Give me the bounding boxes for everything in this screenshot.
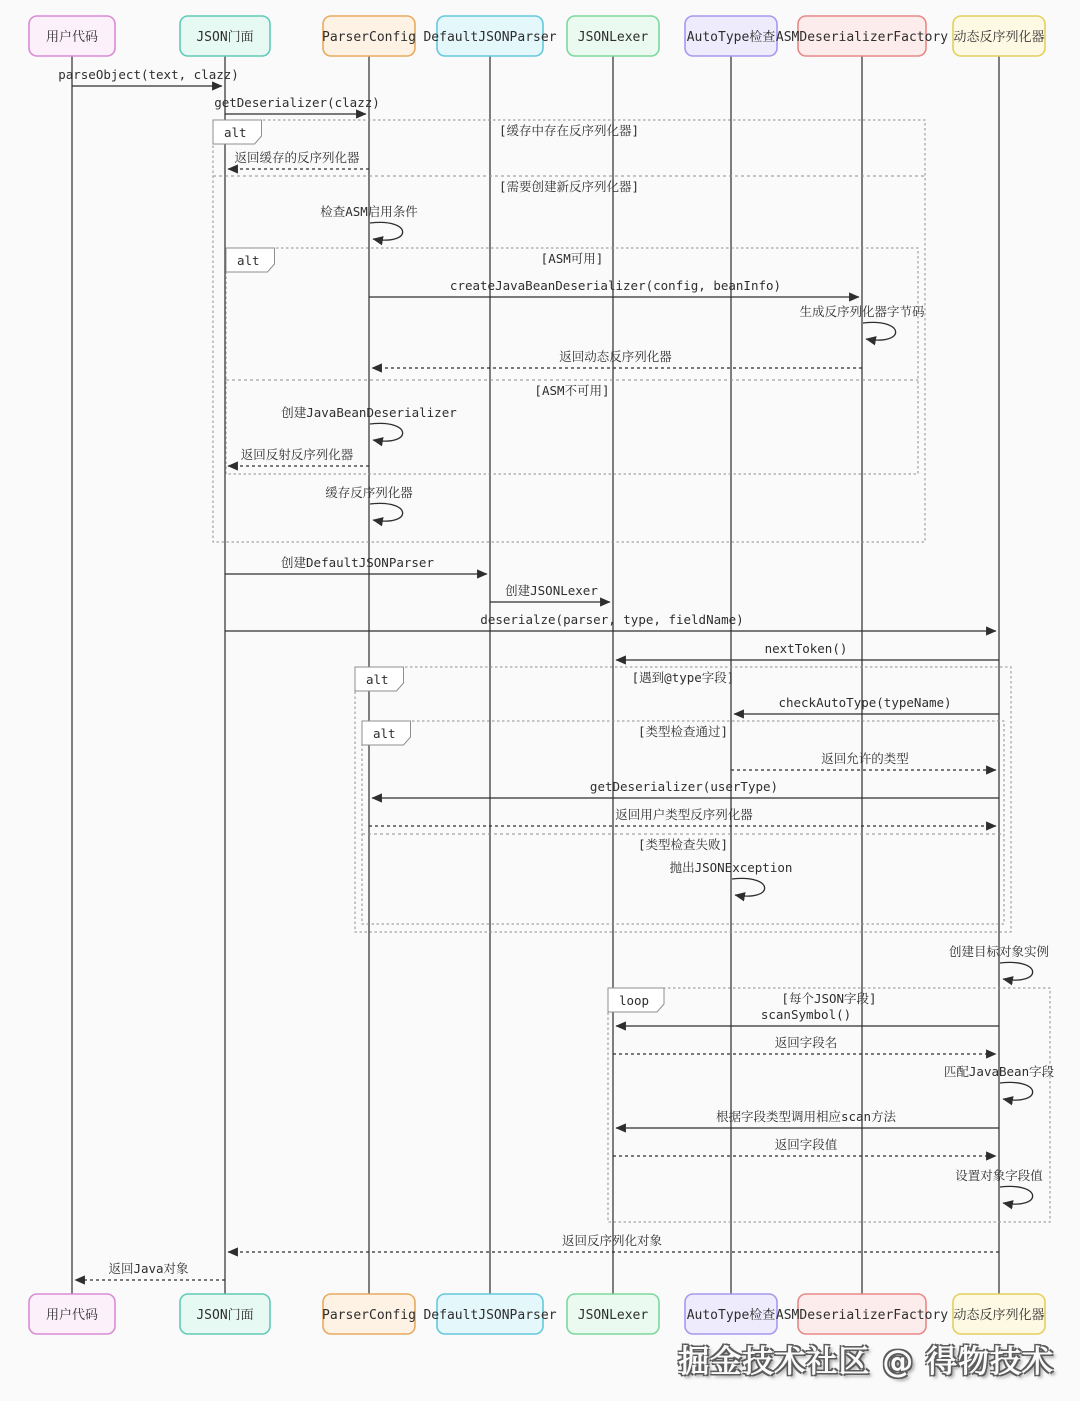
self-message-label: 缓存反序列化器 xyxy=(325,485,413,500)
self-message-label: 设置对象字段值 xyxy=(955,1168,1043,1183)
message-label: checkAutoType(typeName) xyxy=(778,695,952,710)
message-label: parseObject(text, clazz) xyxy=(58,67,239,82)
message-label: createJavaBeanDeserializer(config, beanInfo) xyxy=(449,278,782,293)
message-label: 返回Java对象 xyxy=(108,1261,189,1276)
self-message-loop xyxy=(370,503,403,521)
message-label: 返回缓存的反序列化器 xyxy=(234,150,360,165)
message-label: 创建JSONLexer xyxy=(505,583,598,598)
participant-label-autotype-check: AutoType检查 xyxy=(686,1308,776,1323)
self-message-label: 创建目标对象实例 xyxy=(948,944,1050,959)
frame-loop-5-condition: [每个JSON字段] xyxy=(781,991,877,1006)
frame-loop-5-border xyxy=(608,988,1050,1222)
self-message-loop xyxy=(370,423,403,441)
frame-alt-2-condition: [ASM可用] xyxy=(540,251,604,266)
frame-alt-4-condition: [类型检查通过] xyxy=(637,724,729,739)
participant-label-json-lexer: JSONLexer xyxy=(577,30,649,45)
message-label: 返回反射反序列化器 xyxy=(240,447,354,462)
message-label: getDeserializer(userType) xyxy=(589,779,779,794)
frame-alt-2-condition: [ASM不可用] xyxy=(534,383,610,398)
self-message-loop xyxy=(1000,1082,1033,1100)
participant-label-asm-deserializer-factory: ASMDeserializerFactory xyxy=(775,30,949,45)
participant-label-json-facade: JSON门面 xyxy=(196,30,254,45)
self-message-loop xyxy=(1000,1186,1033,1204)
message-label: scanSymbol() xyxy=(760,1007,852,1022)
participant-label-parser-config: ParserConfig xyxy=(322,30,416,45)
self-message-label: 创建JavaBeanDeserializer xyxy=(281,405,457,420)
message-label: deserialze(parser, type, fieldName) xyxy=(480,612,744,627)
self-message-loop xyxy=(370,222,403,240)
participant-label-parser-config: ParserConfig xyxy=(322,1308,416,1323)
participant-label-dynamic-deserializer: 动态反序列化器 xyxy=(953,1308,1045,1323)
message-label: getDeserializer(clazz) xyxy=(214,95,380,110)
message-label: 返回字段名 xyxy=(774,1035,838,1050)
frame-alt-1-tab-label: alt xyxy=(223,125,247,140)
participant-label-dynamic-deserializer: 动态反序列化器 xyxy=(953,30,1045,45)
participant-label-user-code: 用户代码 xyxy=(45,30,99,45)
watermark: 掘金技术社区 @ 得物技术 xyxy=(678,1344,1054,1380)
message-label: 返回允许的类型 xyxy=(821,751,909,766)
message-label: 创建DefaultJSONParser xyxy=(281,555,434,570)
self-message-loop xyxy=(863,322,896,340)
message-label: 返回动态反序列化器 xyxy=(559,349,672,364)
frame-loop-5-tab-label: loop xyxy=(618,993,650,1008)
participant-label-json-lexer: JSONLexer xyxy=(577,1308,649,1323)
frame-alt-4-condition: [类型检查失败] xyxy=(637,837,729,852)
self-message-label: 抛出JSONException xyxy=(669,860,793,875)
message-label: 根据字段类型调用相应scan方法 xyxy=(715,1109,897,1124)
self-message-loop xyxy=(732,878,765,896)
participant-label-default-json-parser: DefaultJSONParser xyxy=(423,1308,557,1323)
frame-alt-3-condition: [遇到@type字段] xyxy=(631,670,735,685)
frame-alt-3-tab-label: alt xyxy=(365,672,389,687)
participant-label-json-facade: JSON门面 xyxy=(196,1308,254,1323)
participant-label-asm-deserializer-factory: ASMDeserializerFactory xyxy=(775,1308,949,1323)
participant-label-user-code: 用户代码 xyxy=(45,1308,99,1323)
participant-label-autotype-check: AutoType检查 xyxy=(686,30,776,45)
frame-alt-1-condition: [缓存中存在反序列化器] xyxy=(498,123,640,138)
self-message-label: 检查ASM启用条件 xyxy=(320,204,418,219)
participant-label-default-json-parser: DefaultJSONParser xyxy=(423,30,557,45)
message-label: 返回反序列化对象 xyxy=(561,1233,663,1248)
self-message-loop xyxy=(1000,962,1033,980)
message-label: 返回用户类型反序列化器 xyxy=(615,807,753,822)
frame-alt-4-tab-label: alt xyxy=(372,726,396,741)
message-label: nextToken() xyxy=(764,641,848,656)
frame-alt-2-tab-label: alt xyxy=(236,253,260,268)
frame-alt-1-condition: [需要创建新反序列化器] xyxy=(498,179,640,194)
self-message-label: 生成反序列化器字节码 xyxy=(799,304,925,319)
message-label: 返回字段值 xyxy=(774,1137,838,1152)
self-message-label: 匹配JavaBean字段 xyxy=(943,1064,1055,1079)
